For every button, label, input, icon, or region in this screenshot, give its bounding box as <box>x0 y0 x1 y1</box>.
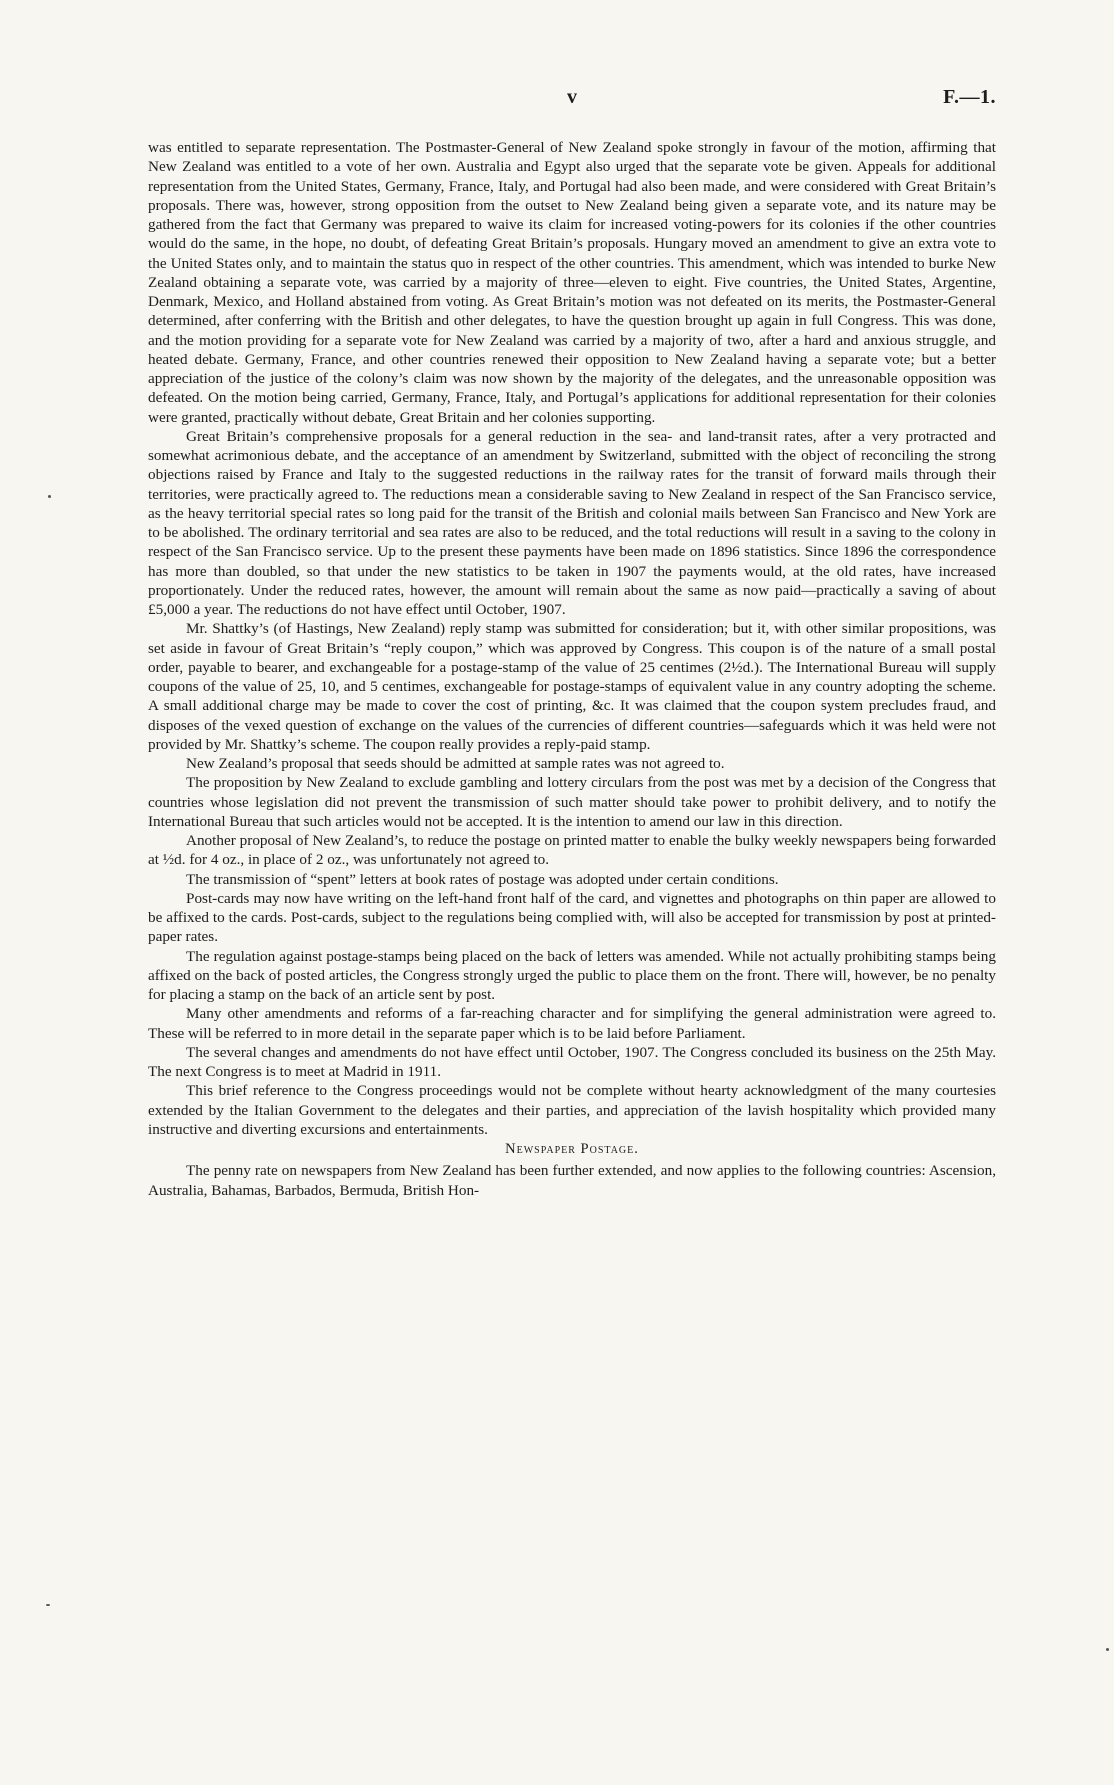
paragraph: The several changes and amendments do not have effect until October, 1907. The Congress concluded its business on the 25th May. The next Congress is to meet at Madrid in 1911. <box>148 1043 996 1080</box>
body-text <box>148 138 996 1200</box>
paragraph: The proposition by New Zealand to exclude gambling and lottery circulars from the post was met by a decision of the Congress that countries whose legislation did not prevent the transmission of such matter should take power to prohibit delivery, and to notify the International Bureau that such articles would not be accepted. It is the intention to amend our law in this direction. <box>148 774 996 830</box>
page-reference: F.—1. <box>943 86 996 108</box>
paragraph: The transmission of “spent” letters at book rates of postage was adopted under certain conditions. <box>186 870 779 888</box>
page-header <box>148 86 996 114</box>
page-number: v <box>567 86 577 108</box>
scan-speck <box>48 495 51 498</box>
paragraph: Post-cards may now have writing on the left-hand front half of the card, and vignettes and photographs on thin paper are allowed to be affixed to the cards. Post-cards, subject to the regulations being complied with, will also be accepted for transmission by post at printed-paper rates. <box>148 889 996 946</box>
paragraph: This brief reference to the Congress proceedings would not be complete without hearty acknowledgment of the many courtesies extended by the Italian Government to the delegates and their parties, and appreciation of the lavish hospitality which provided many instructive and diverting excursions and entertainments. <box>148 1082 996 1138</box>
paragraph: New Zealand’s proposal that seeds should be admitted at sample rates was not agreed to. <box>186 755 725 772</box>
section-heading: Newspaper Postage. <box>505 1141 639 1157</box>
paragraph: Great Britain’s comprehensive proposals for a general reduction in the sea- and land-transit rates, after a very protracted and somewhat acrimonious debate, and the acceptance of an amendment by Switzerland, submitted with the object of reconciling the strong objections raised by France and Italy to the suggested reductions in the railway rates for the transit of forward mails through their territories, were practically agreed to. The reductions mean a considerable saving to New Zealand in respect of the San Francisco service, as the heavy territorial special rates so long paid for the transit of the British and colonial mails between San Francisco and New York are to be abolished. The ordinary territorial and sea rates are also to be reduced, and the total reductions will result in a saving to the colony in respect of the San Francisco service. Up to the present these payments have been made on 1896 statistics. Since 1896 the correspondence has more than doubled, so that under the new statistics to be taken in 1907 the payments would, at the old rates, have increased proportionately. Under the reduced rates, however, the amount will remain about the same as now paid—practically a saving of about £5,000 a year. The reductions do not have effect until October, 1907. <box>148 427 996 618</box>
scan-speck <box>1106 1648 1109 1651</box>
paragraph: The penny rate on newspapers from New Zealand has been further extended, and now applies to the following countries: Ascension, Australia, Bahamas, Barbados, Bermuda, British Hon- <box>148 1162 996 1199</box>
paragraph: was entitled to separate representation. The Postmaster-General of New Zealand spoke strongly in favour of the motion, affirming that New Zealand was entitled to a vote of her own. Australia and Egypt also urged that the separate vote be given. Appeals for additional representation from the United States, Germany, France, Italy, and Portugal had also been made, and were considered with Great Britain’s proposals. There was, however, strong opposition from the outset to New Zealand being given a separate vote, and its nature may be gathered from the fact that Germany was prepared to waive its claim for increased voting-powers for its colonies if the other countries would do the same, in the hope, no doubt, of defeating Great Britain’s proposals. Hungary moved an amendment to give an extra vote to the United States only, and to maintain the status quo in respect of the other countries. This amendment, which was intended to burke New Zealand obtaining a separate vote, was carried by a majority of three—eleven to eight. Five countries, the United States, Argentine, Denmark, Mexico, and Holland abstained from voting. As Great Britain’s motion was not defeated on its merits, the Postmaster-General determined, after conferring with the British and other delegates, to have the question brought up again in full Congress. This was done, and the motion providing for a separate vote for New Zealand was carried by a majority of two, after a hard and anxious struggle, and heated debate. Germany, France, and other countries renewed their opposition to New Zealand having a separate vote; but a better appreciation of the justice of the colony’s claim was now shown by the majority of the delegates, and the unreasonable opposition was defeated. On the motion being carried, Germany, France, Italy, and Portugal’s applications for additional representation for their colonies were granted, practically without debate, Great Britain and her colonies supporting. <box>148 139 996 426</box>
paragraph: Many other amendments and reforms of a far-reaching character and for simplifying the general administration were agreed to. These will be referred to in more detail in the separate paper which is to be laid before Parliament. <box>148 1005 996 1042</box>
paragraph: Mr. Shattky’s (of Hastings, New Zealand) reply stamp was submitted for consideration; but it, with other similar propositions, was set aside in favour of Great Britain’s “reply coupon,” which was approved by Congress. This coupon is of the nature of a small postal order, payable to bearer, and exchangeable for a postage-stamp of the value of 25 centimes (2½d.). The International Bureau will supply coupons of the value of 25, 10, and 5 centimes, exchangeable for postage-stamps of equivalent value in any country adopting the scheme. A small additional charge may be made to cover the cost of printing, &c. It was claimed that the coupon system precludes fraud, and disposes of the vexed question of exchange on the values of the currencies of different countries—safeguards which it was held were not provided by Mr. Shattky’s scheme. The coupon really provides a reply-paid stamp. <box>148 620 996 753</box>
paragraph: Another proposal of New Zealand’s, to reduce the postage on printed matter to enable the bulky weekly newspapers being forwarded at ½d. for 4 oz., in place of 2 oz., was unfortunately not agreed to. <box>148 832 996 869</box>
scan-speck <box>46 1604 50 1606</box>
paragraph: The regulation against postage-stamps being placed on the back of letters was amended. While not actually prohibiting stamps being affixed on the back of posted articles, the Congress strongly urged the public to place them on the front. There will, however, be no penalty for placing a stamp on the back of an article sent by post. <box>148 947 996 1003</box>
